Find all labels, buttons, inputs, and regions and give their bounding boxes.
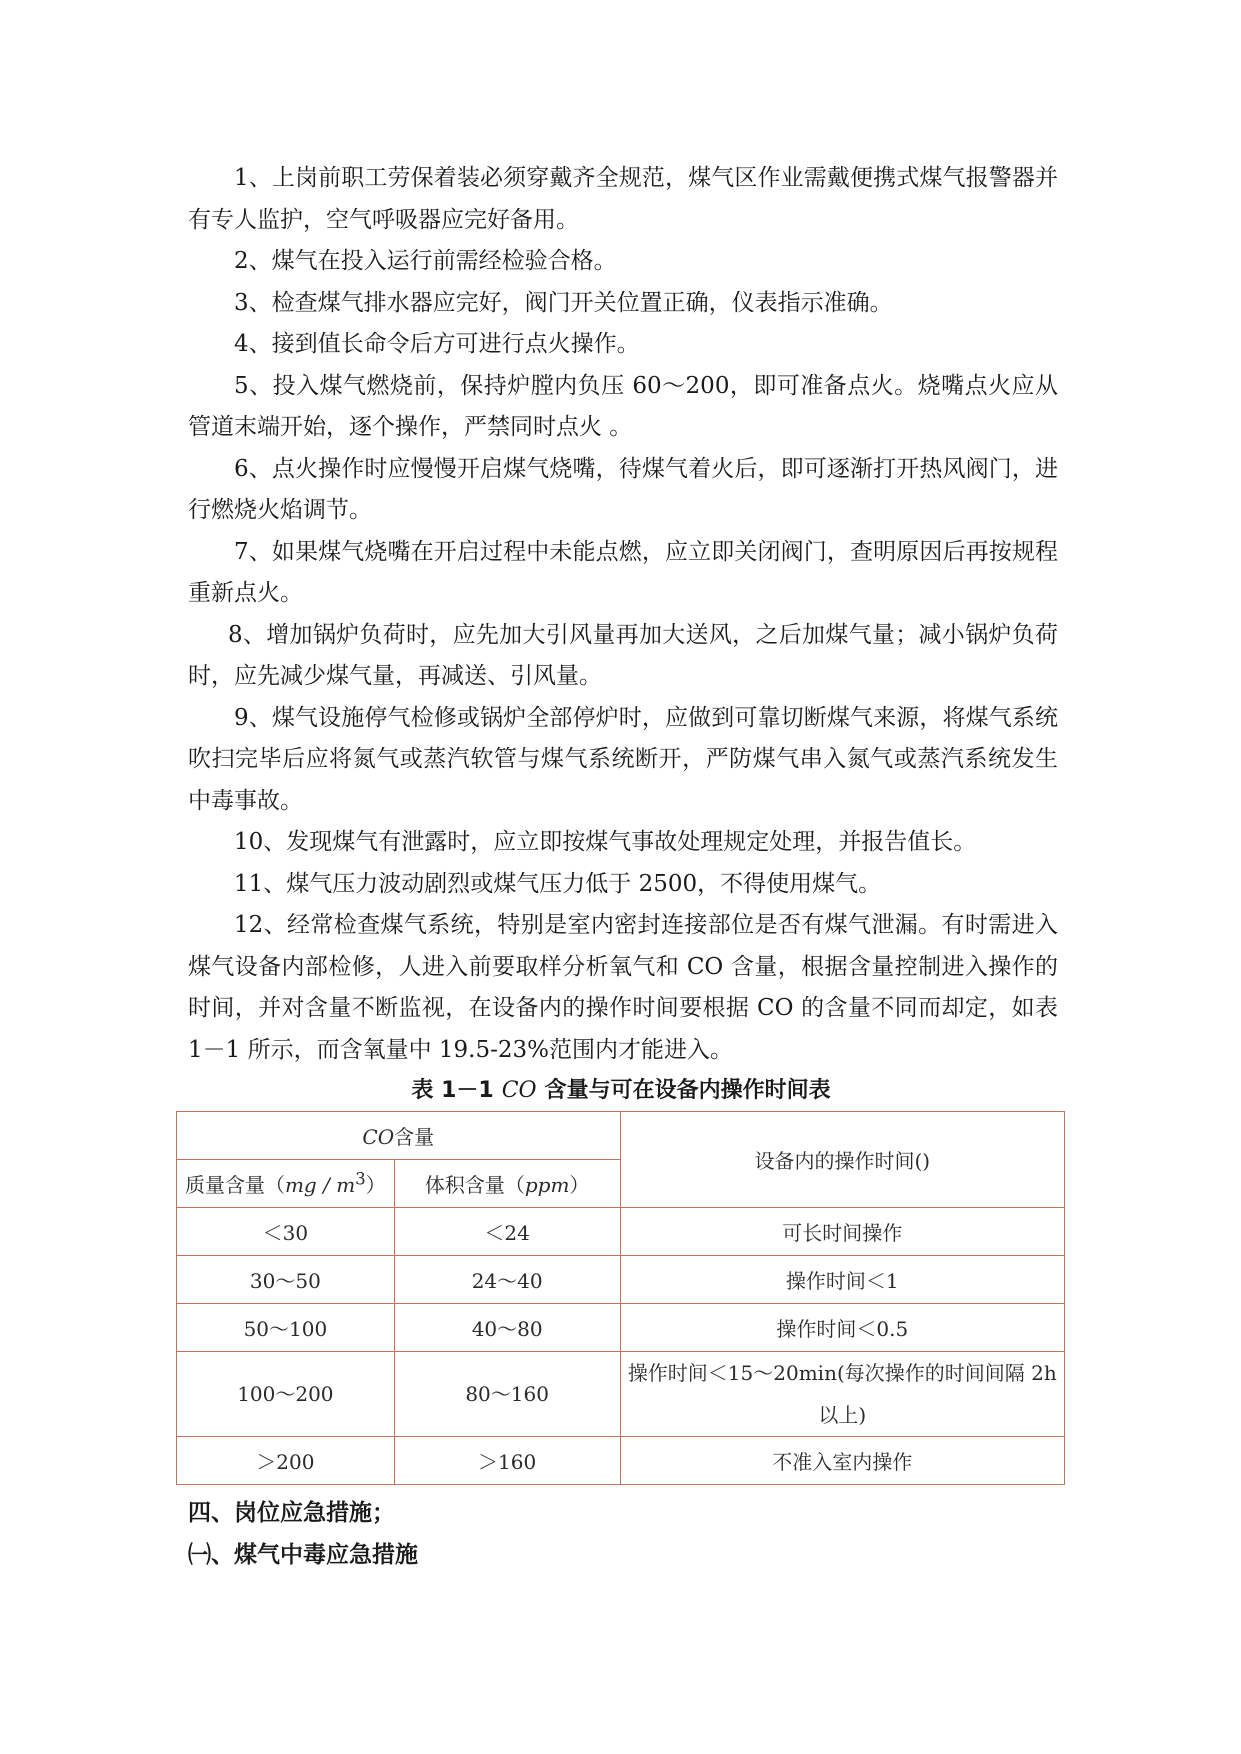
rule-paragraph-12: 12、经常检查煤气系统，特别是室内密封连接部位是否有煤气泄漏。有时需进入煤气设备内部检修，人进入前要取样分析氧气和 CO 含量，根据含量控制进入操作的时间，并对含量不断监视，在设备内的操作时间要根据 CO 的含量不同而却定，如表 1－1 所示，而含氧量中 19.5-23%范围内才能进入。 (188, 912, 1058, 1063)
volume-cell: 80～160 (394, 1352, 620, 1437)
rule-paragraph-8: 8、增加锅炉负荷时，应先加大引风量再加大送风，之后加煤气量；减小锅炉负荷时，应先减少煤气量，再减送、引风量。 (188, 621, 1058, 689)
rule-paragraph-10: 10、发现煤气有泄露时，应立即按煤气事故处理规定处理，并报告值长。 (234, 829, 977, 855)
time-cell: 可长时间操作 (620, 1208, 1064, 1256)
mass-cell: 100～200 (177, 1352, 395, 1437)
rule-paragraph-7: 7、如果煤气烧嘴在开启过程中未能点燃，应立即关闭阀门，查明原因后再按规程重新点火。 (188, 538, 1058, 606)
table-row (177, 1352, 1065, 1437)
volume-header-prefix: 体积含量（ (424, 1173, 525, 1197)
volume-cell: ＜24 (394, 1208, 620, 1256)
co-content-group-header (177, 1112, 621, 1160)
table-row (177, 1208, 1065, 1256)
rule-paragraph-5: 5、投入煤气燃烧前，保持炉膛内负压 60～200，即可准备点火。烧嘴点火应从管道末端开始，逐个操作，严禁同时点火 。 (188, 372, 1058, 440)
volume-cell: 40～80 (394, 1304, 620, 1352)
mass-cell: ＞200 (177, 1437, 395, 1485)
mass-unit-exponent: 3 (355, 1169, 366, 1189)
mass-header-suffix: ） (365, 1173, 386, 1197)
table-caption-suffix: 含量与可在设备内操作时间表 (544, 1078, 831, 1103)
mass-cell: 50～100 (177, 1304, 395, 1352)
volume-cell: 24～40 (394, 1256, 620, 1304)
co-symbol: CO (362, 1125, 395, 1149)
volume-content-header (394, 1160, 620, 1208)
volume-cell: ＞160 (394, 1437, 620, 1485)
mass-unit-m: m (336, 1173, 356, 1197)
rule-paragraph-11: 11、煤气压力波动剧烈或煤气压力低于 2500，不得使用煤气。 (234, 870, 882, 897)
mass-unit-mg: mg (284, 1173, 317, 1197)
co-time-table (176, 1111, 1065, 1485)
mass-cell: 30～50 (177, 1256, 395, 1304)
time-cell: 不准入室内操作 (620, 1437, 1064, 1485)
rule-paragraph-1: 1、上岗前职工劳保着装必须穿戴齐全规范，煤气区作业需戴便携式煤气报警器并有专人监护，空气呼吸器应完好备用。 (188, 165, 1058, 233)
time-cell: 操作时间＜0.5 (620, 1304, 1064, 1352)
table-row (177, 1304, 1065, 1352)
rule-paragraph-6: 6、点火操作时应慢慢开启煤气烧嘴，待煤气着火后，即可逐渐打开热风阀门，进行燃烧火焰调节。 (188, 455, 1058, 523)
operation-time-header: 设备内的操作时间() (620, 1112, 1064, 1208)
operation-rules-body (188, 158, 1058, 1071)
time-cell: 操作时间＜1 (620, 1256, 1064, 1304)
volume-header-suffix: ） (569, 1173, 590, 1197)
rule-paragraph-2: 2、煤气在投入运行前需经检验合格。 (234, 248, 617, 274)
mass-content-header (177, 1160, 395, 1208)
mass-header-prefix: 质量含量（ (184, 1173, 285, 1197)
mass-unit-separator: / (316, 1173, 337, 1197)
section-heading-emergency-measures: 四、岗位应急措施； (188, 1500, 395, 1526)
table-caption-symbol: CO (501, 1078, 537, 1103)
table-row (177, 1437, 1065, 1485)
table-caption (176, 1076, 1066, 1106)
table-row (177, 1256, 1065, 1304)
rule-paragraph-4: 4、接到值长命令后方可进行点火操作。 (234, 331, 640, 357)
mass-cell: ＜30 (177, 1208, 395, 1256)
rule-paragraph-3: 3、检查煤气排水器应完好，阀门开关位置正确，仪表指示准确。 (234, 289, 893, 316)
time-cell: 操作时间＜15～20min(每次操作的时间间隔 2h 以上) (620, 1352, 1064, 1437)
subsection-heading-gas-poisoning: ㈠、煤气中毒应急措施 (188, 1542, 418, 1568)
rule-paragraph-9: 9、煤气设施停气检修或锅炉全部停炉时，应做到可靠切断煤气来源，将煤气系统吹扫完毕后应将氮气或蒸汽软管与煤气系统断开，严防煤气串入氮气或蒸汽系统发生中毒事故。 (188, 704, 1058, 814)
co-group-label: 含量 (394, 1125, 435, 1149)
table-header-row (177, 1112, 1065, 1160)
volume-unit-ppm: ppm (524, 1173, 570, 1197)
table-caption-prefix: 表 1－1 (411, 1078, 494, 1103)
